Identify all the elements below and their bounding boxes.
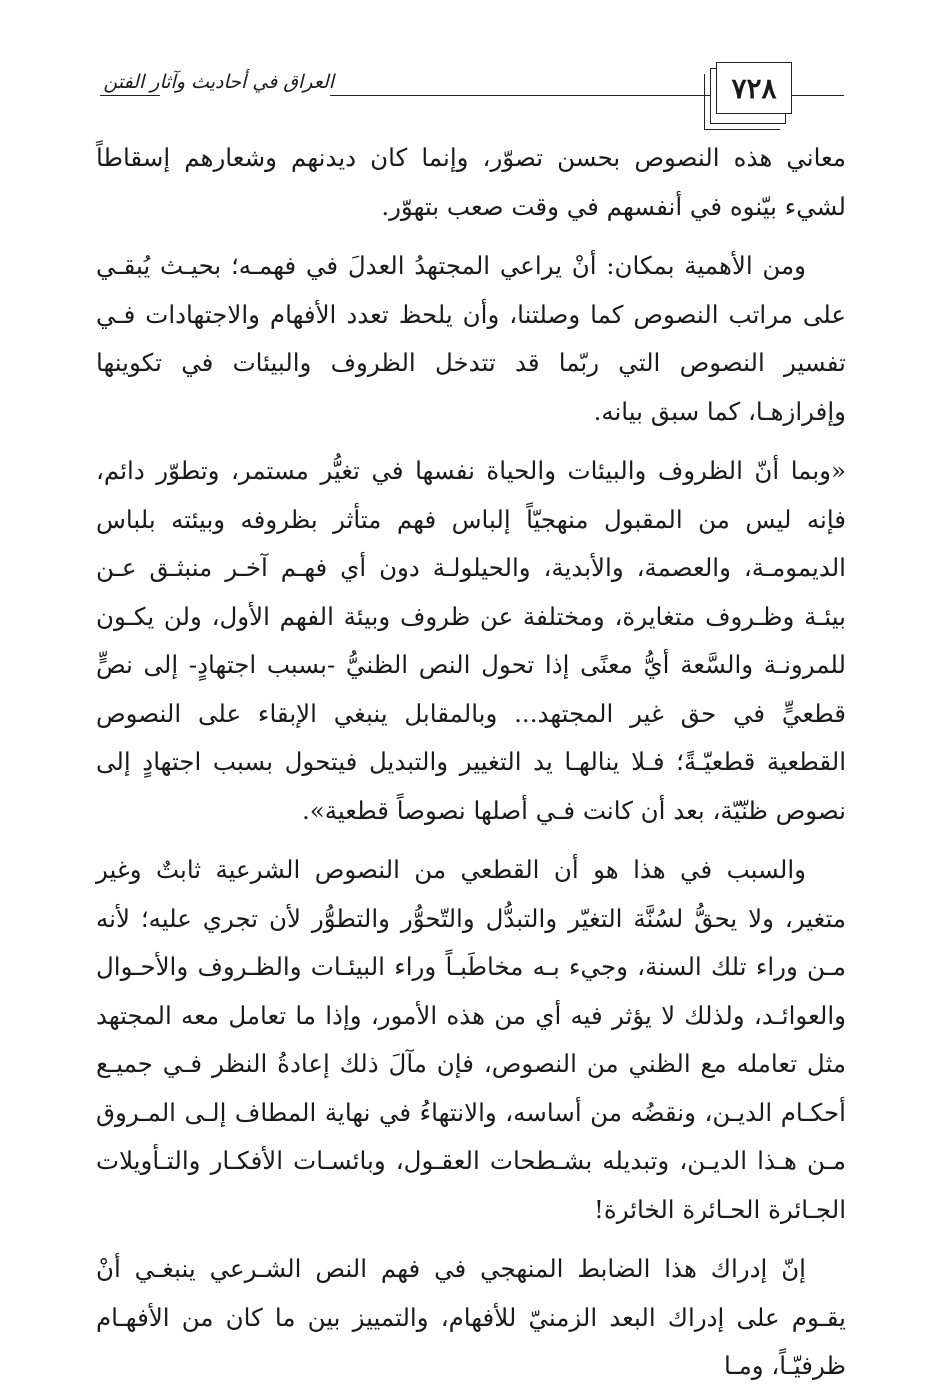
paragraph-3-quote: [96, 447, 846, 835]
page-number: ٧٢٨: [716, 62, 792, 114]
text-line: ومن الأهمية بمكان: أنْ يراعي المجتهدُ العدلَ في فهمـه؛ بحيـث يُبقـي: [96, 251, 806, 280]
text-line: متغايرة، ومختلفة عن ظروف وبيئة الفهم الأول، ولن يكـون للمرونـة والسَّعة: [96, 601, 846, 679]
text-line: تفسير النصوص التي ربّما قد تتدخل الظروف والبيئات في تكوينها وإفرازهـا،: [96, 348, 846, 426]
text-line: أصلها نصوصاً قطعية».: [301, 795, 528, 825]
text-line: ولذلك لا يؤثر فيه أي من هذه الأمور، وإذا ما تعامل معه المجتهد مثل تعامله: [96, 1000, 846, 1078]
paragraph-5: [96, 1245, 846, 1391]
text-line: ونقضُه من أساسه، والانتهاءُ في نهاية المطاف إلـى المـروق مـن هـذا الديـن،: [96, 1097, 846, 1175]
text-line: «وبما أنّ الظروف والبيئات والحياة نفسها في تغيُّر مستمر، وتطوّر دائم،: [96, 456, 846, 485]
text-line: بيّنوه في أنفسهم في وقت صعب بتهوّر.: [381, 191, 777, 221]
text-line: وتبديله بشـطحات العقـول، وبائسـات الأفكـار والتـأويلات الجـائرة الحـائرة: [96, 1146, 846, 1224]
paragraph-1: [96, 134, 846, 231]
text-line: الخائرة!: [594, 1194, 675, 1224]
text-line: كما سبق بيانه.: [593, 396, 741, 426]
text-line: إنّ إدراك هذا الضابط المنهجي في فهم النص الشـرعي ينبغـي أنْ يقـوم: [96, 1254, 846, 1332]
page-header: [0, 0, 942, 130]
text-line: يد التغيير والتبديل فيتحول بسبب اجتهادٍ إلى نصوص ظنّيّة، بعد أن كانت فـي: [96, 747, 846, 825]
paragraph-2: [96, 242, 846, 436]
text-line: ولا يحقُّ لسُنَّة التغيّر والتبدُّل والتّحوُّر والتطوُّر لأن تجري عليه؛ لأنه مـن وراء: [96, 903, 846, 981]
text-line: تلك السنة، وجيء بـه مخاطَبـاً وراء البيئـات والظـروف والأحـوال والعوائـد،: [96, 952, 846, 1030]
text-line: والسبب في هذا هو أن القطعي من النصوص الشرعية ثابتٌ وغير متغير،: [96, 855, 846, 933]
header-rule-middle: [330, 95, 716, 96]
text-line: معاني هذه النصوص بحسن تصوّر، وإنما كان ديدنهم وشعارهم إسقاطاً لشيء: [96, 143, 846, 221]
text-line: على مراتب النصوص كما وصلتنا، وأن يلحظ تعدد الأفهام والاجتهادات فـي: [96, 299, 846, 329]
text-line: مع الظني من النصوص، فإن مآلَ ذلك إعادةُ النظر فـي جميـع أحكـام الديـن،: [96, 1049, 846, 1127]
page-body: [96, 134, 846, 1391]
text-line: على إدراك البعد الزمنيّ للأفهام، والتمييز بين ما كان من الأفهـام ظرفيّـاً، ومـا: [96, 1302, 846, 1380]
text-line: أيُّ معنًى إذا تحول النص الظنيُّ -بسبب اجتهادٍ- إلى نصٍّ قطعيٍّ في حق غير: [96, 650, 846, 728]
text-line: والعصمة، والأبدية، والحيلولـة دون أي فهـم آخـر منبثـق عـن بيئـة وظـروف: [96, 553, 846, 631]
running-book-title: العراق في أحاديث وآثار الفتن: [103, 71, 334, 93]
text-line: فإنه ليس من المقبول منهجيّاً إلباس فهم متأثر بظروفه وبيئته بلباس الديمومـة،: [96, 504, 846, 582]
text-line: المجتهد... وبالمقابل ينبغي الإبقاء على النصوص القطعية قطعيّـةً؛ فـلا ينالهـا: [96, 698, 847, 776]
header-rule-right: [792, 95, 844, 96]
paragraph-4: [96, 846, 846, 1234]
